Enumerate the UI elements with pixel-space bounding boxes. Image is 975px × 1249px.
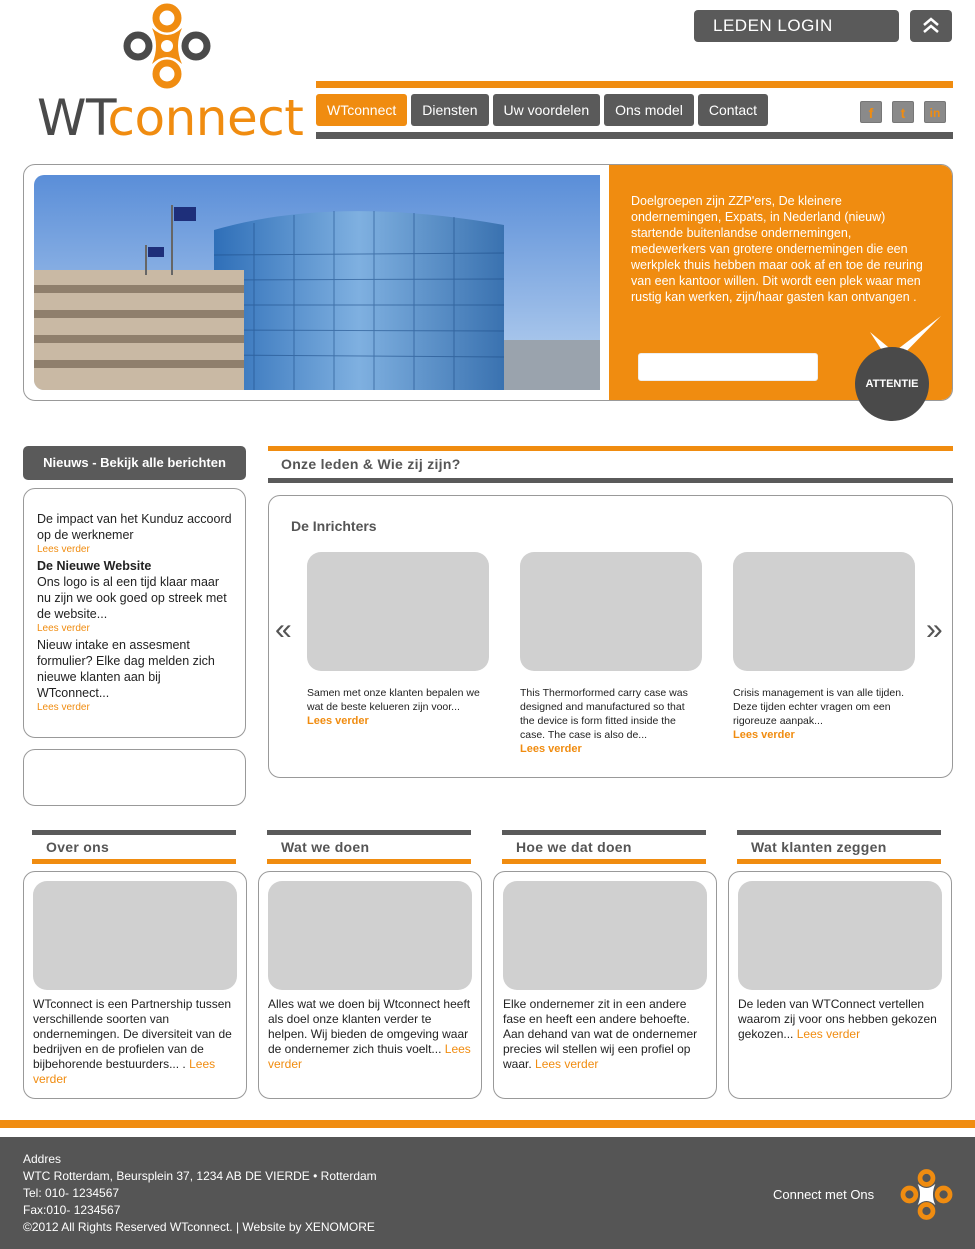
- member-card: [307, 552, 489, 728]
- footer-address: [23, 1151, 377, 1236]
- carousel-prev-icon[interactable]: «: [275, 613, 292, 646]
- members-bar-top: [268, 446, 953, 451]
- main-nav: [316, 94, 768, 126]
- column-text: Alles wat we doen bij Wtconnect heeft als doel onze klanten verder te helpen. Wij bieden de omgeving waar de ondernemer zich thuis voelt...: [268, 997, 471, 1056]
- column-title-over-ons: Over ons: [46, 839, 110, 855]
- member-card-image[interactable]: [307, 552, 489, 671]
- column-text: WTconnect is een Partnership tussen verschillende soorten van ondernemingen. De diversiteit van de bedrijven en de profielen van de bijbehorende bestuurders... .: [33, 997, 232, 1071]
- column-bar-top: [737, 830, 941, 835]
- twitter-icon[interactable]: t: [892, 101, 914, 123]
- members-subtitle: De Inrichters: [291, 518, 377, 534]
- member-card-text: This Thermorformed carry case was designed and manufactured so that the device is form fitted inside the case. The case is also de...: [520, 687, 688, 741]
- nav-bar-top: [316, 81, 953, 88]
- news-read-more-link[interactable]: Lees verder: [37, 623, 90, 634]
- facebook-icon[interactable]: f: [860, 101, 882, 123]
- nav-item-diensten[interactable]: Diensten: [411, 94, 488, 126]
- members-title: Onze leden & Wie zij zijn?: [281, 456, 461, 472]
- news-all-button[interactable]: Nieuws - Bekijk alle berichten: [23, 446, 246, 480]
- column-bar-top: [32, 830, 236, 835]
- news-item-text: De impact van het Kunduz accoord op de werknemer: [37, 512, 232, 542]
- footer-line: ©2012 All Rights Reserved WTconnect. | Website by XENOMORE: [23, 1220, 375, 1234]
- member-card-image[interactable]: [520, 552, 702, 671]
- footer-line: Addres: [23, 1152, 62, 1166]
- scroll-top-button[interactable]: [910, 10, 952, 42]
- nav-item-wtconnect[interactable]: WTconnect: [316, 94, 407, 126]
- sidebar-empty-box: [23, 749, 246, 806]
- footer-line: Tel: 010- 1234567: [23, 1186, 120, 1200]
- nav-item-ons-model[interactable]: Ons model: [604, 94, 694, 126]
- linkedin-icon[interactable]: in: [924, 101, 946, 123]
- news-item: [37, 558, 233, 636]
- logo-wordmark[interactable]: [37, 88, 303, 148]
- column-wat-klanten-zeggen: [728, 871, 952, 1099]
- members-carousel: [268, 495, 953, 778]
- news-item: [37, 637, 233, 715]
- footer-line: Fax:010- 1234567: [23, 1203, 121, 1217]
- column-text: De leden van WTConnect vertellen waarom zij voor ons hebben gekozen gekozen...: [738, 997, 937, 1041]
- column-title-wat-klanten-zeggen: Wat klanten zeggen: [751, 839, 887, 855]
- leden-login-button[interactable]: LEDEN LOGIN: [694, 10, 899, 42]
- column-bar-top: [267, 830, 471, 835]
- column-text: Elke ondernemer zit in een andere fase en heeft een andere behoefte. Aan dehand van wat de ondernemer precies wil stellen wij een profiel op waar.: [503, 997, 698, 1071]
- nav-item-uw-voordelen[interactable]: Uw voordelen: [493, 94, 601, 126]
- column-title-wat-we-doen: Wat we doen: [281, 839, 370, 855]
- news-item: [37, 511, 233, 557]
- members-bar-bottom: [268, 478, 953, 483]
- column-image[interactable]: [33, 881, 237, 990]
- column-read-more-link[interactable]: Lees verder: [796, 1027, 861, 1041]
- member-card: [733, 552, 915, 742]
- member-read-more-link[interactable]: Lees verder: [307, 715, 369, 727]
- footer: [0, 1137, 975, 1249]
- hero-building-image: [34, 175, 600, 390]
- column-bar-bottom: [502, 859, 706, 864]
- nav-item-contact[interactable]: Contact: [698, 94, 768, 126]
- footer-logo-icon[interactable]: [900, 1168, 953, 1221]
- news-item-title: De Nieuwe Website: [37, 559, 152, 573]
- attentie-badge[interactable]: ATTENTIE: [855, 347, 929, 421]
- column-bar-top: [502, 830, 706, 835]
- news-item-text: Nieuw intake en assesment formulier? Elke dag melden zich nieuwe klanten aan bij WTconnect...: [37, 638, 215, 700]
- column-image[interactable]: [268, 881, 472, 990]
- column-bar-bottom: [267, 859, 471, 864]
- hero-text: Doelgroepen zijn ZZP'ers, De kleinere ondernemingen, Expats, in Nederland (nieuw) startende buitenlandse ondernemingen, medewerkers van grotere ondernemingen die een werkplek thuis hebben maar ook af en toe de reuring van een kantoor willen. Dit wordt een plek waar men rustig kan werken, zijn/haar gasten kan ontvangen .: [631, 194, 923, 304]
- column-wat-we-doen: [258, 871, 482, 1099]
- nav-bar-bottom: [316, 132, 953, 139]
- column-title-hoe-we-dat-doen: Hoe we dat doen: [516, 839, 632, 855]
- member-card-image[interactable]: [733, 552, 915, 671]
- hero-banner: [23, 164, 953, 401]
- column-read-more-link[interactable]: Lees verder: [535, 1057, 599, 1071]
- member-card-text: Samen met onze klanten bepalen we wat de beste kelueren zijn voor...: [307, 687, 480, 713]
- column-bar-bottom: [737, 859, 941, 864]
- column-image[interactable]: [738, 881, 942, 990]
- logo-text-wt: WT: [37, 89, 108, 147]
- logo-icon: [122, 2, 212, 90]
- news-read-more-link[interactable]: Lees verder: [37, 544, 90, 555]
- news-list: [23, 488, 246, 738]
- column-read-more-link[interactable]: Lees verder: [33, 1057, 216, 1086]
- logo-text-connect: connect: [107, 89, 304, 147]
- member-read-more-link[interactable]: Lees verder: [520, 743, 582, 755]
- column-image[interactable]: [503, 881, 707, 990]
- footer-line: WTC Rotterdam, Beursplein 37, 1234 AB DE VIERDE • Rotterdam: [23, 1169, 377, 1183]
- hero-input-field[interactable]: [638, 353, 818, 381]
- member-read-more-link[interactable]: Lees verder: [733, 729, 795, 741]
- footer-accent-line: [0, 1120, 975, 1128]
- column-over-ons: [23, 871, 247, 1099]
- column-read-more-link[interactable]: Lees verder: [268, 1042, 471, 1071]
- connect-label: Connect met Ons: [773, 1187, 875, 1202]
- carousel-next-icon[interactable]: »: [926, 613, 943, 646]
- column-hoe-we-dat-doen: [493, 871, 717, 1099]
- member-card: [520, 552, 702, 756]
- news-read-more-link[interactable]: Lees verder: [37, 702, 90, 713]
- member-card-text: Crisis management is van alle tijden. Deze tijden echter vragen om een rigoreuze aanpak...: [733, 687, 904, 727]
- double-chevron-up-icon: [910, 10, 952, 42]
- news-item-text: Ons logo is al een tijd klaar maar nu zijn we ook goed op streek met de website...: [37, 575, 227, 621]
- column-bar-bottom: [32, 859, 236, 864]
